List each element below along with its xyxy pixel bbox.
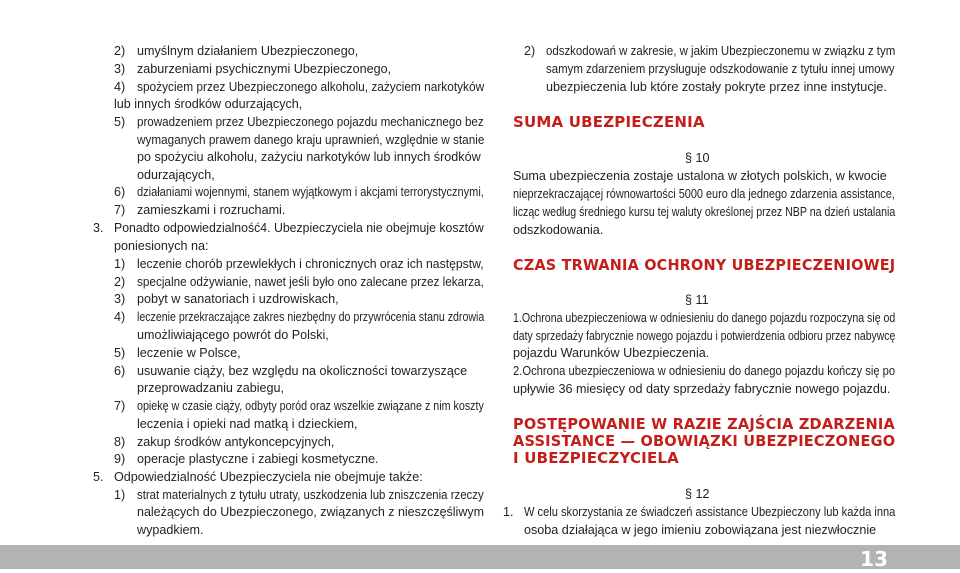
list-number: 4) xyxy=(114,80,126,94)
body-text: Suma ubezpieczenia zostaje ustalona w złotych polskich, w kwocie xyxy=(513,169,887,183)
list-text: odurzających, xyxy=(137,168,215,182)
section-heading-postepowanie: POSTĘPOWANIE W RAZIE ZAJŚCIA ZDARZENIA xyxy=(513,415,895,433)
list-text: lub innych środków odurzających, xyxy=(114,97,303,111)
list-text: wypadkiem. xyxy=(137,523,204,537)
list-number: 4) xyxy=(114,310,126,324)
list-text: Odpowiedzialność Ubezpieczyciela nie obejmuje także: xyxy=(114,470,423,484)
body-text: pojazdu Warunków Ubezpieczenia. xyxy=(513,346,710,360)
list-text: leczenie w Polsce, xyxy=(137,346,241,360)
list-text: pobyt w sanatoriach i uzdrowiskach, xyxy=(137,292,339,306)
body-text: daty sprzedaży fabrycznie nowego pojazdu i potwierdzenia odbioru przez nabywcę xyxy=(513,329,896,343)
list-text: zamieszkami i rozruchami. xyxy=(137,203,286,217)
list-text: Ponadto odpowiedzialność4. Ubezpieczyciela nie obejmuje kosztów xyxy=(114,221,484,235)
list-number: 1) xyxy=(114,488,126,502)
body-text: licząc według średniego kursu tej waluty określonej przez NBP na dzień ustalania xyxy=(513,205,896,219)
list-number: 5) xyxy=(114,115,126,129)
list-number: 3) xyxy=(114,62,126,76)
list-number: 9) xyxy=(114,452,126,466)
list-text: specjalne odżywianie, nawet jeśli było ono zalecane przez lekarza, xyxy=(137,275,484,289)
list-text: należących do Ubezpieczonego, związanych z nieszczęśliwym xyxy=(137,505,484,519)
paragraph-mark: § 11 xyxy=(685,293,709,307)
paragraph-mark: § 10 xyxy=(685,151,710,165)
list-text: umożliwiającego powrót do Polski, xyxy=(137,328,329,342)
list-text: wymaganych prawem danego kraju uprawnień, względnie w stanie xyxy=(137,133,485,147)
list-number: 2) xyxy=(114,275,126,289)
section-heading-postepowanie: ASSISTANCE — OBOWIĄZKI UBEZPIECZONEGO xyxy=(513,432,896,450)
list-text: usuwanie ciąży, bez względu na okoliczności towarzyszące xyxy=(137,364,468,378)
section-number: 3. xyxy=(93,221,104,235)
list-text: działaniami wojennymi, stanem wyjątkowym i akcjami terrorystycznymi, xyxy=(137,185,484,199)
list-text: umyślnym działaniem Ubezpieczonego, xyxy=(137,44,359,58)
list-text: zakup środków antykoncepcyjnych, xyxy=(137,435,335,449)
list-text: strat materialnych z tytułu utraty, uszkodzenia lub zniszczenia rzeczy xyxy=(137,488,484,502)
list-text: zaburzeniami psychicznymi Ubezpieczonego, xyxy=(137,62,392,76)
list-text: operacje plastyczne i zabiegi kosmetyczne. xyxy=(137,452,379,466)
section-heading-postepowanie: I UBEZPIECZYCIELA xyxy=(513,449,679,467)
body-text: 1.Ochrona ubezpieczeniowa w odniesieniu do danego pojazdu rozpoczyna się od xyxy=(513,311,896,325)
body-text: osoba działająca w jego imieniu zobowiązana jest niezwłocznie xyxy=(524,523,877,537)
list-text: przeprowadzaniu zabiegu, xyxy=(137,381,285,395)
list-number: 1) xyxy=(114,257,126,271)
body-text: 2.Ochrona ubezpieczeniowa w odniesieniu do danego pojazdu kończy się po xyxy=(513,364,896,378)
list-text: odszkodowań w zakresie, w jakim Ubezpieczonemu w związku z tym xyxy=(546,44,896,58)
list-text: poniesionych na: xyxy=(114,239,209,253)
section-heading-czas: CZAS TRWANIA OCHRONY UBEZPIECZENIOWEJ xyxy=(513,256,896,274)
paragraph-mark: § 12 xyxy=(685,487,710,501)
list-number: 2) xyxy=(114,44,126,58)
list-text: leczenie chorób przewlekłych i chronicznych oraz ich następstw, xyxy=(137,257,484,271)
list-number: 7) xyxy=(114,399,126,413)
list-number: 2) xyxy=(524,44,536,58)
list-text: po spożyciu alkoholu, zażyciu narkotyków lub innych środków xyxy=(137,150,481,164)
list-number: 3) xyxy=(114,292,126,306)
body-text: upływie 36 miesięcy od daty sprzedaży fabrycznie nowego pojazdu. xyxy=(513,382,891,396)
section-heading-suma: SUMA UBEZPIECZENIA xyxy=(513,113,705,131)
body-text: nieprzekraczającej równowartości 5000 euro dla jednego zdarzenia assistance, xyxy=(513,187,895,201)
footer-bar xyxy=(0,545,960,569)
list-text: spożyciem przez Ubezpieczonego alkoholu, zażyciem narkotyków xyxy=(137,80,485,94)
list-number: 6) xyxy=(114,364,126,378)
list-text: leczenie przekraczające zakres niezbędny do przywrócenia stanu zdrowia xyxy=(137,310,485,324)
list-number: 1. xyxy=(503,505,514,519)
list-text: opiekę w czasie ciąży, odbyty poród oraz wszelkie związane z nim koszty xyxy=(137,399,484,413)
page-number: 13 xyxy=(860,547,888,571)
body-text: W celu skorzystania ze świadczeń assistance Ubezpieczony lub każda inna xyxy=(524,505,896,519)
list-text: leczenia i opieki nad matką i dzieckiem, xyxy=(137,417,358,431)
list-number: 6) xyxy=(114,185,126,199)
list-number: 5) xyxy=(114,346,126,360)
list-number: 8) xyxy=(114,435,126,449)
body-text: odszkodowania. xyxy=(513,223,604,237)
list-text: ubezpieczenia lub które zostały pokryte przez inne instytucje. xyxy=(546,80,887,94)
list-number: 7) xyxy=(114,203,126,217)
list-text: samym zdarzeniem przysługuje odszkodowanie z tytułu innej umowy xyxy=(546,62,895,76)
section-number: 5. xyxy=(93,470,104,484)
list-text: prowadzeniem przez Ubezpieczonego pojazdu mechanicznego bez xyxy=(137,115,484,129)
